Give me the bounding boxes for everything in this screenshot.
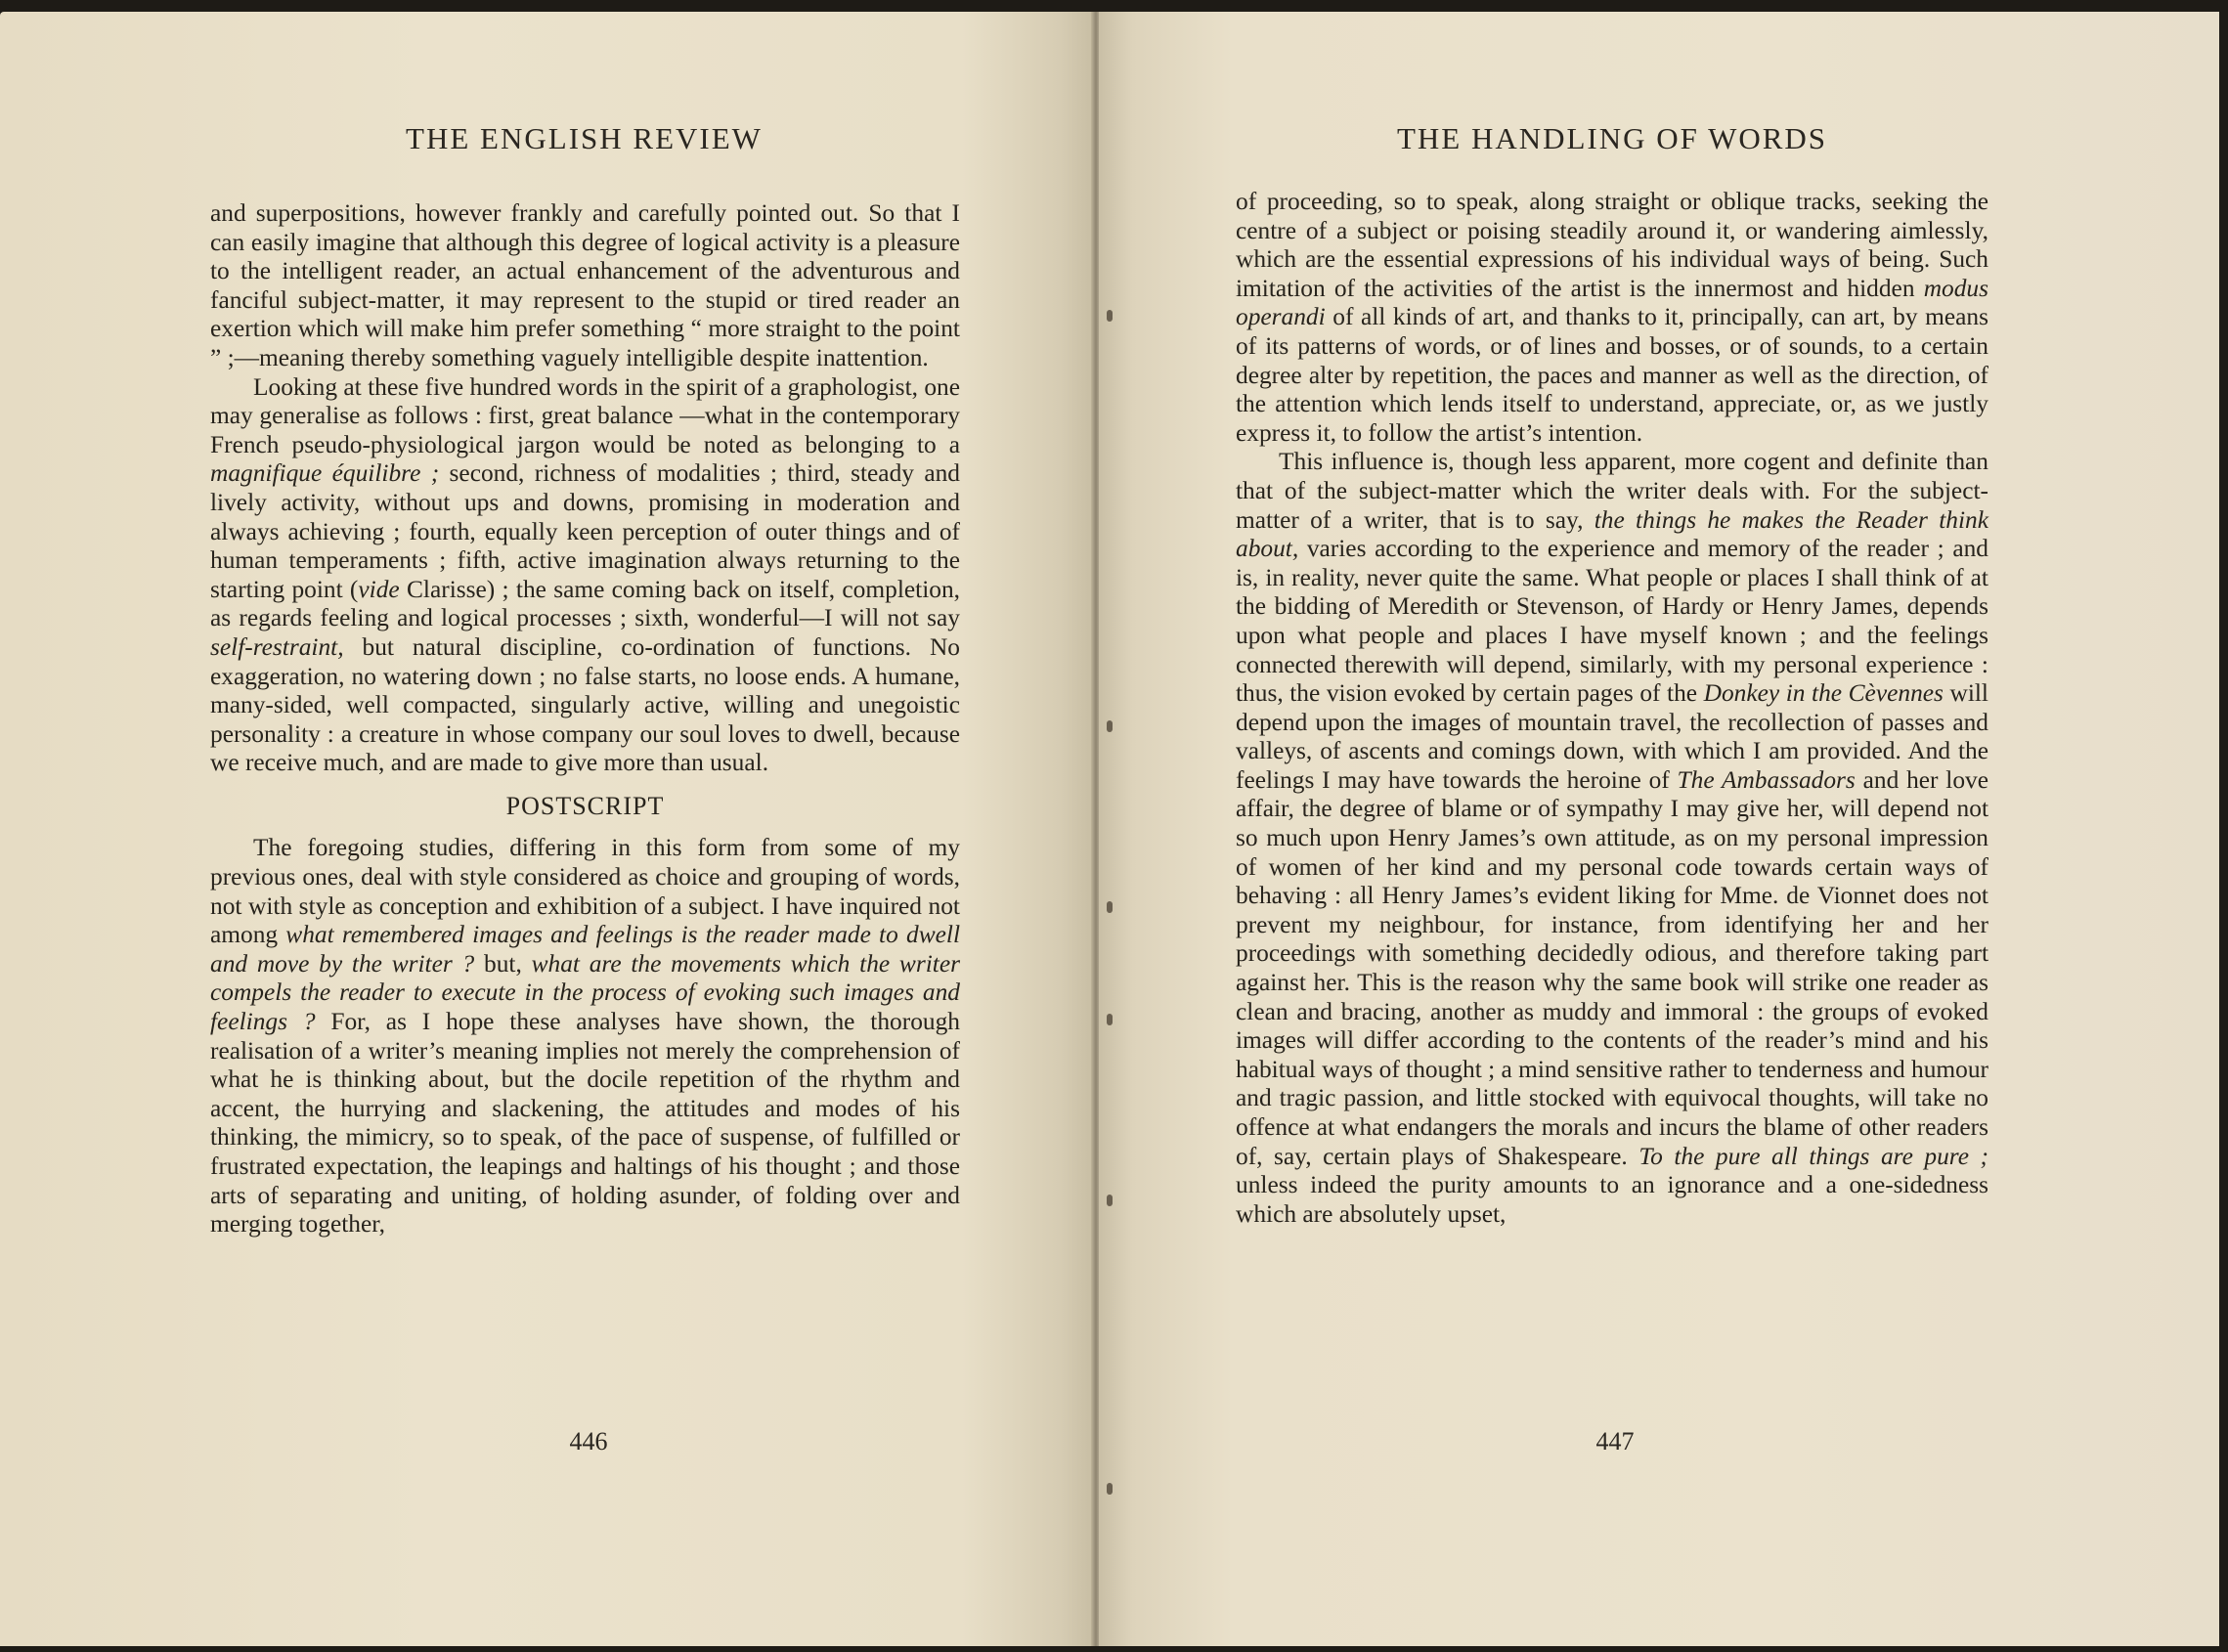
paragraph: This influence is, though less apparent, more cogent and definite than that of the subject-matter which the writer deals with. For the subject-matter of a writer, that is to say, the things he makes the Reader think about, varies according to the experience and memory of the reader ; and is, in reality, never quite the same. What people or places I shall think of at the bidding of Meredith or Stevenson, of Hardy or Henry James, depends upon what people and places I have myself known ; and the feelings connected therewith will depend, similarly, with my personal experience : thus, the vision evoked by certain pages of the Donkey in the Cèvennes will depend upon the images of mountain travel, the recollection of passes and valleys, of ascents and comings down, with which I am provided. And the feelings I may have towards the heroine of The Ambassadors and her love affair, the degree of blame or of sympathy I may give her, will depend not so much upon Henry James’s own attitude, as on my personal impression of women of her kind and my personal code towards certain ways of behaving : all Henry James’s evident liking for Mme. de Vionnet does not prevent my neighbour, for instance, from identifying her and her proceedings with something decidedly odious, and therefore taking part against her. This is the reason why the same book will strike one reader as clean and bracing, another as muddy and immoral : the groups of evoked images will differ according to the contents of the reader’s mind and his habitual ways of thought ; a mind sensitive rather to tenderness and humour and tragic passion, and little stocked with equivocal thoughts, will take no offence at what endangers the morals and incurs the blame of other readers of, say, certain plays of Shakespeare. To the pure all things are pure ; unless indeed the purity amounts to an ignorance and a one-sidedness which are absolutely upset, <box>1236 448 1989 1228</box>
paragraph: The foregoing studies, differing in this form from some of my previous ones, deal with style considered as choice and grouping of words, not with style as conception and exhibition of a subject. I have inquired not among what remembered images and feelings is the reader made to dwell and move by the writer ? but, what are the movements which the writer compels the reader to execute in the process of evoking such images and feelings ? For, as I hope these analyses have shown, the thorough realisation of a writer’s meaning implies not merely the comprehension of what he is thinking about, but the docile repetition of the rhythm and accent, the hurrying and slackening, the attitudes and modes of his thinking, the mimicry, so to speak, of the pace of suspense, of fulfilled or frustrated expectation, the leapings and haltings of his thought ; and those arts of separating and uniting, of holding asunder, of folding over and merging together, <box>210 834 961 1239</box>
paragraph: of proceeding, so to speak, along straight or oblique tracks, seeking the centre of a subject or poising steadily around it, or wandering aimlessly, which are the essential expressions of his individual ways of being. Such imitation of the activities of the artist is the innermost and hidden modus operandi of all kinds of art, and thanks to it, principally, can art, by means of its patterns of words, or of lines and bosses, or of sounds, to a certain degree alter by repetition, the paces and manner as well as the direction, of the attention which lends itself to understand, appreciate, or, as we justly express it, to follow the artist’s intention. <box>1236 188 1988 447</box>
binding-stitch <box>1107 1483 1113 1495</box>
binding-stitch <box>1107 901 1113 913</box>
page-number: 447 <box>1595 1427 1635 1456</box>
page-body <box>210 199 960 1239</box>
paragraph: and superpositions, however frankly and carefully pointed out. So that I can easily imagine that although this degree of logical activity is a pleasure to the intelligent reader, an actual enhancement of the adventurous and fanciful subject-matter, it may represent to the stupid or tired reader an exertion which will make him prefer something “ more straight to the point ” ;—meaning thereby something vaguely intelligible despite inattention. <box>210 199 960 371</box>
section-title: POSTSCRIPT <box>505 791 665 820</box>
binding-stitch <box>1107 1014 1113 1025</box>
binding-stitch <box>1107 1195 1113 1206</box>
page-number: 446 <box>569 1427 608 1456</box>
right-page <box>1099 12 2219 1646</box>
paragraph: Looking at these five hundred words in the spirit of a graphologist, one may generalise as follows : first, great balance —what in the contemporary French pseudo-physiological jargon would be noted as belonging to a magnifique équilibre ; second, richness of modalities ; third, steady and lively activity, without ups and downs, promising in moderation and always achieving ; fourth, equally keen perception of outer things and of human temperaments ; fifth, active imagination always returning to the starting point (vide Clarisse) ; the same coming back on itself, completion, as regards feeling and logical processes ; sixth, wonderful—I will not say self-restraint, but natural discipline, co-ordination of functions. No exaggeration, no watering down ; no false starts, no loose ends. A humane, many-sided, well compacted, singularly active, willing and unegoistic personality : a creature in whose company our soul loves to dwell, because we receive much, and are made to give more than usual. <box>210 372 960 777</box>
running-head: THE ENGLISH REVIEW <box>406 121 763 155</box>
binding-stitch <box>1107 310 1113 322</box>
binding-stitch <box>1107 720 1113 732</box>
left-page <box>0 12 1093 1646</box>
running-head: THE HANDLING OF WORDS <box>1396 121 1828 155</box>
page-body <box>1236 188 1988 1229</box>
